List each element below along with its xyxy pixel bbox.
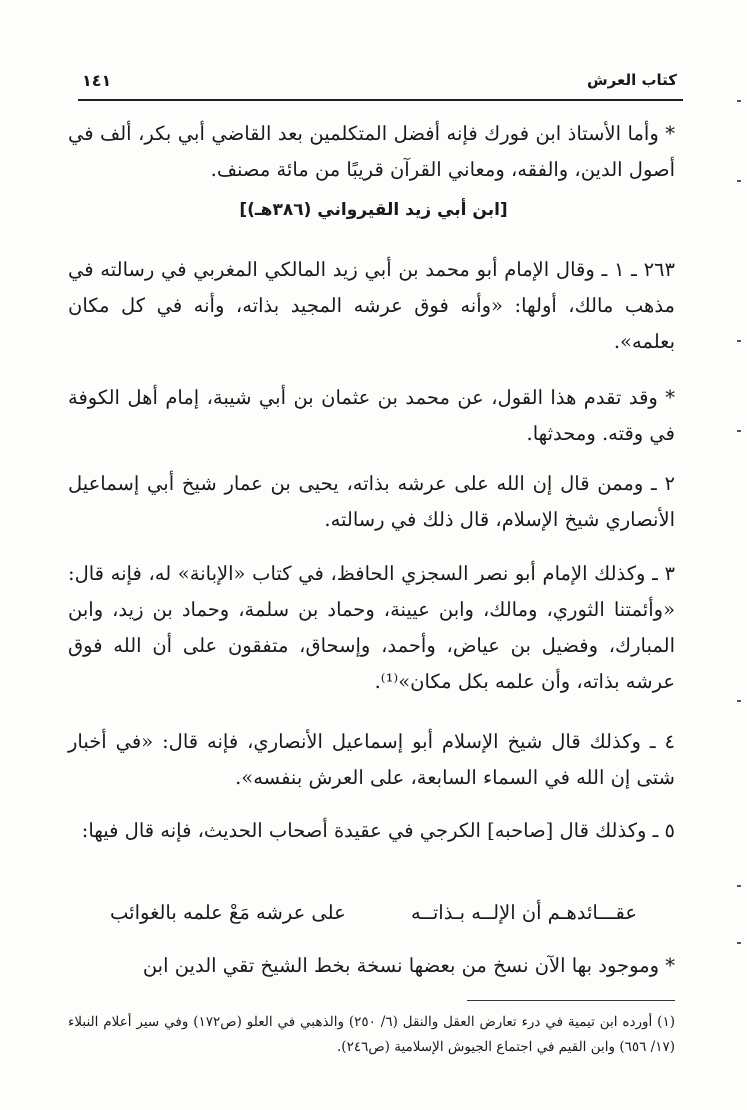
page-number: ١٤١ (82, 71, 112, 90)
section-heading: [ابن أبي زيد القيرواني (٣٨٦هـ)] (239, 200, 508, 220)
poem-verse (110, 895, 637, 931)
paragraph-263-1: ٢٦٣ ـ ١ ـ وقال الإمام أبو محمد بن أبي زيد المالكي المغربي في رسالته في مذهب مالك، أولها: «وأنه فوق عرشه المجيد بذاته، وأنه في كل مكان بعلمه». (68, 258, 675, 353)
paragraph-manuscripts: * وموجود بها الآن نسخ من بعضها نسخة بخط الشيخ تقي الدين ابن (142, 954, 675, 977)
header-rule (78, 99, 683, 101)
paragraph-ibn-abi-shayba: * وقد تقدم هذا القول، عن محمد بن عثمان بن أبي شيبة، إمام أهل الكوفة في وقته. ومحدثها. (68, 386, 675, 445)
margin-mark (737, 942, 741, 944)
running-header-title: كتاب العرش (586, 71, 677, 89)
paragraph-2: ٢ ـ وممن قال إن الله على عرشه بذاته، يحيى بن عمار شيخ أبي إسماعيل الأنصاري شيخ الإسلام، قال ذلك في رسالته. (68, 472, 675, 531)
margin-mark (737, 430, 741, 432)
footnote-rule (467, 1000, 675, 1001)
paragraph-ibn-furak: * وأما الأستاذ ابن فورك فإنه أفضل المتكلمين بعد القاضي أبي بكر، ألف في أصول الدين، والفقه، ومعاني القرآن قريبًا من مائة مصنف. (68, 122, 675, 181)
margin-mark (737, 180, 741, 182)
footnote: (١) أورده ابن تيمية في درء تعارض العقل والنقل (٦/ ٢٥٠) والذهبي في العلو (ص١٧٢) وفي سير أعلام النبلاء (١٧/ ٦٥٦) وابن القيم في اجتماع الجيوش الإسلامية (ص٢٤٦). (68, 1014, 676, 1055)
margin-mark (737, 100, 741, 102)
margin-mark (737, 885, 741, 887)
poem-first-hemistich: عقـــائدهـم أن الإلــه بـذاتــه (410, 901, 637, 924)
paragraph-5: ٥ ـ وكذلك قال [صاحبه] الكرجي في عقيدة أصحاب الحديث، فإنه قال فيها: (81, 819, 675, 842)
margin-mark (737, 700, 741, 702)
paragraph-4: ٤ ـ وكذلك قال شيخ الإسلام أبو إسماعيل الأنصاري، فإنه قال: «في أخبار شتى إن الله في السماء السابعة، على العرش بنفسه». (68, 730, 675, 789)
paragraph-3: ٣ ـ وكذلك الإمام أبو نصر السجزي الحافظ، في كتاب «الإبانة» له، فإنه قال: «وأئمتنا الثوري، ومالك، وابن عيينة، وحماد بن سلمة، وحماد بن زيد، وابن المبارك، وفضيل بن عياض، وأحمد، وإسحاق، متفقون على أن الله فوق عرشه بذاته، وأن علمه بكل مكان»⁽¹⁾. (68, 562, 675, 693)
margin-mark (737, 340, 741, 342)
poem-second-hemistich: على عرشه مَعْ علمه بالغوائب (110, 901, 346, 924)
